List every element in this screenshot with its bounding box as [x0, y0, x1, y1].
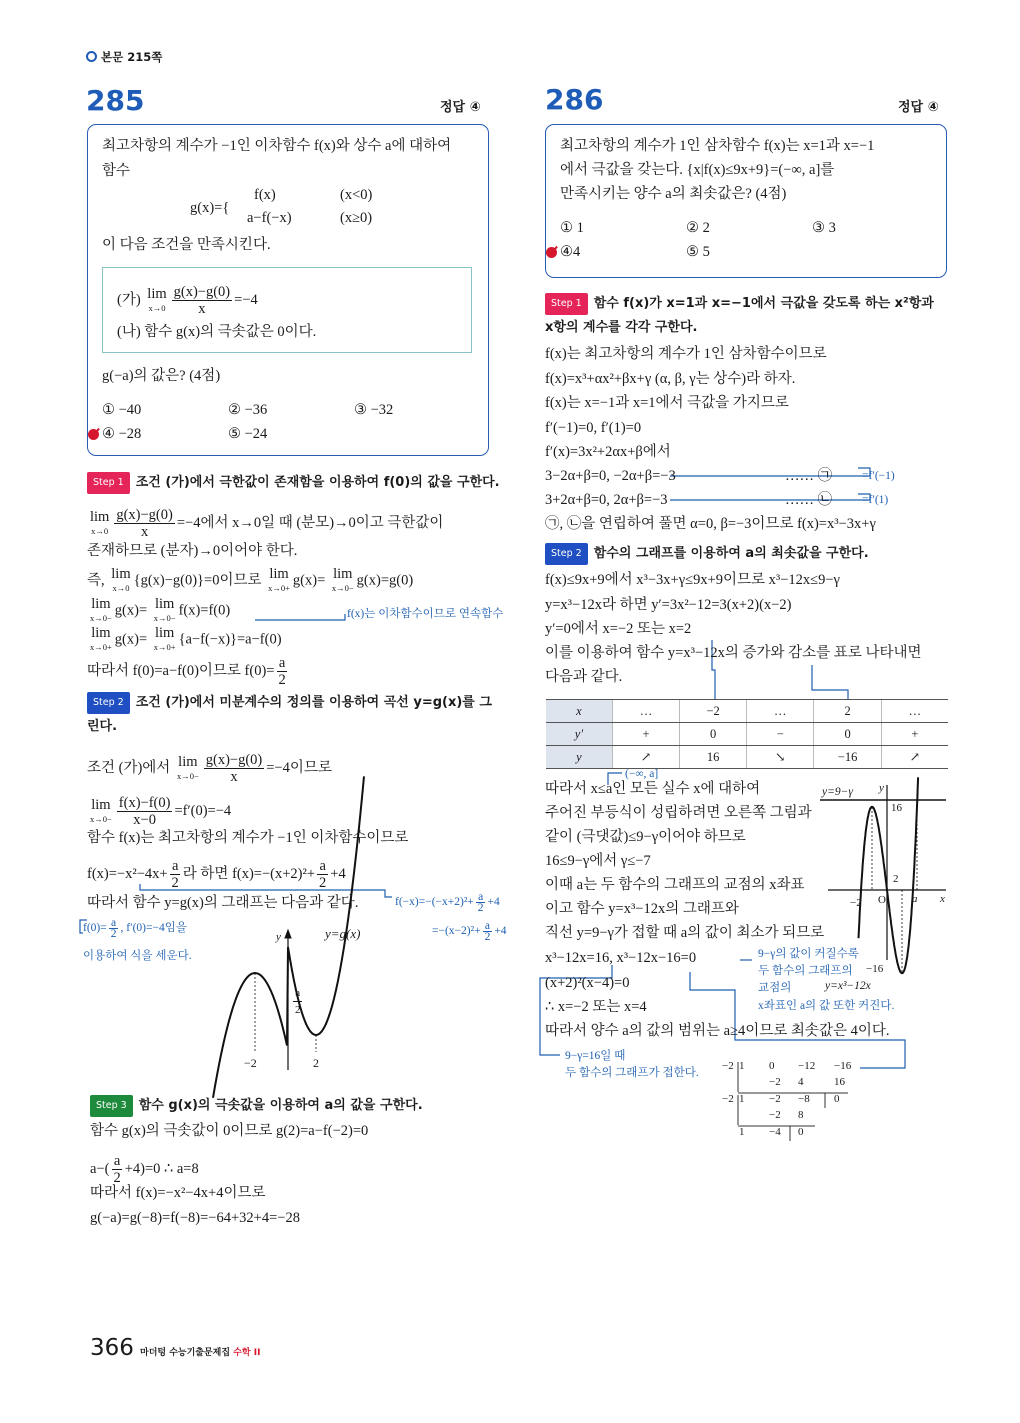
table-cell: … [747, 700, 814, 723]
stem-line [560, 184, 786, 204]
lim-word: lim [178, 753, 198, 770]
math-text: (x<0) [340, 187, 373, 203]
table-cell: + [881, 723, 948, 746]
annotation-interval: (−∞, a] [625, 768, 659, 780]
choice-5[interactable]: ⑤ 5 [686, 244, 710, 260]
step2-heading [545, 543, 869, 565]
denominator: 2 [113, 1170, 121, 1186]
math-text: +4 [330, 865, 346, 882]
math-text: f(x)는 x=−1과 x=1에서 극값을 가지므로 [545, 395, 789, 411]
math-text: y′=0에서 x=−2 또는 x=2 [545, 621, 692, 637]
lim-subscript: x→0− [153, 613, 176, 623]
math-text: 같이 (극댓값)≤9−γ이어야 하므로 [545, 829, 746, 845]
denominator: 2 [477, 902, 484, 914]
math-text: 3−2α+β=0, −2α+β=−3 [545, 468, 676, 484]
numerator: g(x)−g(0) [173, 284, 231, 300]
lim-subscript: x→0 [148, 302, 166, 313]
table-cell: − [747, 723, 814, 746]
denominator: 2 [319, 875, 327, 891]
y-axis-arrow [285, 930, 291, 938]
annotation-a-grows: 교점의 [758, 982, 792, 994]
annotation-tangent: 9−γ=16일 때 [565, 1050, 626, 1062]
table-row [546, 723, 948, 746]
solution-line [545, 442, 671, 462]
synthetic-division-entry: −8 [798, 1093, 810, 1105]
math-text: 따라서 f(0)=a−f(0)이므로 f(0)= [87, 662, 275, 679]
math-text: g(x)= [114, 631, 151, 648]
math-text: (나) 함수 g(x)의 극솟값은 0이다. [117, 324, 317, 340]
min-label: −16 [866, 963, 884, 975]
choice-2[interactable]: ② 2 [686, 220, 710, 236]
step-title: 함수의 그래프를 이용하여 a의 최솟값을 구한다. [593, 546, 869, 561]
solution-line [545, 851, 651, 871]
lim-subscript: x→0+ [90, 642, 112, 652]
answer-285: 정답 ④ [440, 100, 481, 115]
stem-line [560, 136, 874, 156]
math-text: 라 하면 f(x)=−(x+2)²+ [182, 865, 316, 882]
math-text: f(x)는 최고차항의 계수가 1인 삼차함수이므로 [545, 346, 827, 362]
lim-subscript: x→0− [331, 583, 354, 593]
solution-line [545, 997, 647, 1017]
denominator: x−0 [133, 812, 156, 828]
math-text: 따라서 x≤a인 모든 실수 x에 대하여 [545, 781, 761, 797]
synthetic-division-entry: 0 [769, 1060, 775, 1072]
footer-book [140, 1345, 260, 1358]
check-icon [546, 247, 557, 258]
math-text: 이고 함수 y=x³−12x의 그래프와 [545, 901, 739, 917]
synthetic-division-entry: 0 [834, 1093, 840, 1105]
math-text: =−4 [234, 291, 258, 308]
math-text: 에서 극값을 갖는다. {x|f(x)≤9x+9}=(−∞, a]를 [560, 162, 835, 178]
choice-4-text: −28 [118, 426, 142, 442]
math-text: 다음과 같다. [545, 669, 623, 685]
numerator: a [113, 1153, 121, 1169]
lim-word: lim [147, 285, 167, 302]
step-badge: Step 1 [87, 472, 130, 494]
fraction [293, 985, 303, 1018]
synthetic-division-entry: 1 [739, 1093, 745, 1105]
numerator: a [278, 655, 286, 671]
lim-word: lim [154, 596, 175, 612]
table-cell: ↗ [881, 746, 948, 769]
numerator: a [111, 917, 117, 929]
tick-label: 2 [313, 1056, 319, 1070]
solution-line [545, 490, 668, 510]
y-axis-label: y [276, 931, 281, 943]
synthetic-division-entry: −2 [769, 1076, 781, 1088]
denominator: x [198, 301, 206, 317]
math-text: 이때 a는 두 함수의 그래프의 교점의 x좌표 [545, 877, 805, 893]
lim-subscript: x→0− [90, 613, 112, 623]
increase-decrease-table [546, 699, 948, 769]
math-text: g(x)= [114, 602, 151, 619]
tick-label: a [912, 893, 918, 905]
solution-line [545, 1021, 889, 1041]
annotation-tangent: 두 함수의 그래프가 접한다. [565, 1067, 699, 1079]
denominator: 2 [484, 931, 491, 943]
math-text: 따라서 양수 a의 값의 범위는 a≥4이므로 최솟값은 4이다. [545, 1023, 890, 1039]
solution-line [545, 899, 739, 919]
solution-line [545, 393, 789, 413]
synthetic-division-entry: −2 [722, 1060, 734, 1072]
solution-line [90, 1121, 368, 1141]
max-label: 16 [891, 802, 902, 814]
math-text: 따라서 함수 y=g(x)의 그래프는 다음과 같다. [87, 895, 359, 911]
step1-heading [545, 293, 934, 315]
math-text: 이용하여 식을 세운다. [83, 950, 192, 962]
math-text: y=x³−12x라 하면 y′=3x²−12=3(x+2)(x−2) [545, 597, 792, 613]
table-cell: 16 [680, 746, 747, 769]
choice-1[interactable]: ① −40 [102, 402, 142, 418]
step-badge: Step 2 [545, 543, 588, 565]
lim-word: lim [269, 566, 289, 582]
lim-subscript: x→0− [90, 813, 112, 824]
numerator: a [478, 891, 484, 903]
tick-label: 2 [893, 873, 899, 885]
row-header: x [546, 700, 612, 723]
solution-line [545, 369, 795, 389]
lim-subscript: x→0+ [268, 583, 290, 593]
step3-heading [90, 1095, 423, 1117]
denominator: x [230, 769, 238, 785]
math-text: =−4에서 x→0일 때 (분모)→0이고 극한값이 [176, 514, 444, 531]
solution-line [545, 643, 921, 663]
table-cell: −16 [814, 746, 882, 769]
math-text: =−(x−2)²+ [432, 925, 481, 938]
math-text: 이 다음 조건을 만족시킨다. [102, 237, 271, 253]
problem-number-285: 285 [86, 84, 145, 117]
math-text: a−f(−x) [247, 210, 292, 226]
solution-line [545, 418, 641, 438]
math-text: {a−f(−x)}=a−f(0) [178, 631, 282, 648]
source-ref-text: 본문 215쪽 [101, 50, 163, 64]
math-text: +4 [494, 925, 507, 938]
math-text: 직선 y=9−γ가 접할 때 a의 값이 최소가 되므로 [545, 925, 825, 941]
numerator: a [293, 985, 302, 1002]
step-badge: Step 3 [90, 1095, 133, 1117]
solution-line [90, 1153, 199, 1186]
cubic-graph [820, 777, 946, 973]
numerator: g(x)−g(0) [205, 752, 263, 768]
solution-line [545, 827, 746, 847]
math-text: 함수 g(x)의 극솟값이 0이므로 g(2)=a−f(−2)=0 [90, 1123, 369, 1139]
denominator: x [140, 524, 149, 540]
solution-line [545, 948, 696, 968]
math-text: 16≤9−γ에서 γ≤−7 [545, 853, 651, 869]
problem-number-286: 286 [545, 83, 604, 116]
denominator: 2 [110, 928, 117, 940]
synthetic-division-entry: 1 [739, 1060, 745, 1072]
choice-3[interactable]: ③ 3 [812, 220, 836, 236]
numerator: a [484, 920, 490, 932]
math-text: f(0)= [83, 922, 107, 935]
math-text: g(−a)=g(−8)=f(−8)=−64+32+4=−28 [90, 1210, 300, 1226]
page-number: 366 [90, 1335, 134, 1361]
math-text: 존재하므로 (분자)→0이어야 한다. [87, 543, 298, 559]
math-text: f(x)는 이차함수이므로 연속함수 [347, 608, 504, 620]
solution-line [545, 923, 824, 943]
table-cell: −2 [680, 700, 747, 723]
denominator: 2 [171, 875, 179, 891]
math-text: +4)=0 ∴ a=8 [124, 1160, 199, 1177]
math-text: , f′(0)=−4임을 [120, 922, 187, 935]
step-title-cont: x항의 계수를 각각 구한다. [545, 320, 698, 335]
annotation-a-grows: 9−γ의 값이 커질수록 [758, 948, 859, 960]
choice-1[interactable]: ① 1 [560, 220, 584, 236]
book-title: 마더텅 수능기출문제집 [140, 1348, 231, 1358]
annotation: =f′(−1) [862, 470, 895, 482]
solution-line [545, 779, 760, 799]
synthetic-division-entry: 16 [834, 1076, 845, 1088]
math-text: +4 [487, 896, 500, 909]
denominator: 2 [278, 672, 286, 688]
math-text: f(x)≤9x+9에서 x³−3x+γ≤9x+9이므로 x³−12x≤9−γ [545, 572, 840, 588]
solution-line [545, 570, 840, 590]
synthetic-division-entry: 0 [798, 1126, 804, 1138]
annotation-a-grows: x좌표인 a의 값 또한 커진다. [758, 1000, 895, 1012]
row-header: y′ [546, 723, 612, 746]
solution-line [545, 619, 691, 639]
math-text: (x≥0) [340, 210, 373, 226]
math-text: g(x)=g(0) [356, 572, 414, 589]
synthetic-division-entry: 8 [798, 1109, 804, 1121]
lim-subscript: x→0+ [153, 642, 176, 652]
answer-286: 정답 ④ [898, 100, 939, 115]
fraction [111, 1153, 122, 1186]
subject-label: 수학 II [233, 1348, 261, 1358]
lim-subscript: x→0− [176, 770, 199, 781]
math-text: 따라서 f(x)=−x²−4x+4이므로 [90, 1185, 266, 1201]
curve-label: y=g(x) [325, 926, 361, 941]
tick-label: −2 [244, 1056, 257, 1070]
solution-line [545, 973, 629, 993]
solution-line [545, 344, 827, 364]
synthetic-division-lines [738, 1062, 848, 1141]
math-text: f(−x)=−(−x+2)²+ [395, 896, 474, 909]
lim-word: lim [333, 566, 353, 582]
tick-label: −2 [850, 897, 862, 909]
math-text: 3+2α+β=0, 2α+β=−3 [545, 492, 668, 508]
equation-mark: …… ㉠ [785, 468, 833, 484]
math-text: 함수 [102, 163, 131, 179]
table-cell: … [881, 700, 948, 723]
equation-mark: …… ㉡ [785, 492, 833, 508]
solution-line [545, 514, 876, 534]
table-cell: 2 [814, 700, 882, 723]
curve-label: y=x³−12x [825, 980, 871, 992]
x-axis-label: x [940, 893, 945, 905]
solution-line [90, 1183, 265, 1203]
math-text: f(x) [254, 187, 276, 203]
math-text: f′(−1)=0, f′(1)=0 [545, 420, 642, 436]
table-cell: ↘ [747, 746, 814, 769]
question: g(−a)의 값은? (4점) [102, 368, 221, 384]
math-text: 만족시키는 양수 a의 최솟값은? (4점) [560, 186, 787, 202]
origin-label: O [878, 894, 886, 906]
math-text: x³−12x=16, x³−12x−16=0 [545, 950, 697, 966]
math-text: 조건 (가)에서 [87, 759, 174, 776]
choice-4-mark: ④ [102, 426, 115, 442]
synthetic-division-entry: 4 [798, 1076, 804, 1088]
math-text: ∴ x=−2 또는 x=4 [545, 999, 647, 1015]
choice-3[interactable]: ③ −32 [354, 402, 394, 418]
step-title: 함수 g(x)의 극솟값을 이용하여 a의 값을 구한다. [138, 1098, 423, 1113]
math-text: g(x)= [292, 572, 329, 589]
table-cell: + [612, 723, 679, 746]
math-text: f′(x)=3x²+2αx+β에서 [545, 444, 671, 460]
math-text: f(x)=−x²−4x+ [87, 865, 168, 882]
math-text: ㉠, ㉡을 연립하여 풀면 α=0, β=−3이므로 f(x)=x³−3x+γ [545, 516, 876, 532]
table-cell: 0 [680, 723, 747, 746]
step-title-cont: 린다. [87, 719, 118, 734]
math-text: 즉, [87, 572, 109, 589]
choice-2[interactable]: ② −36 [228, 402, 268, 418]
math-text: =f′(0)=−4 [174, 802, 232, 819]
math-text: 이를 이용하여 함수 y=x³−12x의 증가와 감소를 표로 나타내면 [545, 645, 922, 661]
table-row [546, 746, 948, 769]
math-text: 최고차항의 계수가 −1인 이차함수 f(x)와 상수 a에 대하여 [102, 138, 452, 154]
lim-word: lim [91, 596, 111, 612]
lim-word: lim [91, 796, 111, 813]
synthetic-division-entry: −12 [798, 1060, 816, 1072]
math-text: f(x)=f(0) [178, 602, 231, 619]
lim-word: lim [111, 566, 131, 582]
step-title: 함수 f(x)가 x=1과 x=−1에서 극값을 갖도록 하는 x²항과 [593, 296, 934, 311]
table-cell: … [612, 700, 679, 723]
choice-4-text: 4 [573, 244, 581, 260]
choice-4-mark: ④ [560, 244, 573, 260]
math-text: {g(x)−g(0)}=0이므로 [133, 572, 266, 589]
solution-line [545, 667, 622, 687]
lim-word: lim [91, 625, 111, 641]
step-title: 조건 (가)에서 미분계수의 정의를 이용하여 곡선 y=g(x)를 그 [135, 695, 492, 710]
math-text: (x+2)²(x−4)=0 [545, 975, 630, 991]
table-cell: ↗ [612, 746, 679, 769]
math-text: 주어진 부등식이 성립하려면 오른쪽 그림과 [545, 805, 812, 821]
numerator: a [171, 858, 179, 874]
solution-line [90, 1208, 300, 1228]
lim-subscript: x→0 [112, 583, 130, 593]
numerator: a [319, 858, 326, 874]
denominator: 2 [295, 1004, 301, 1016]
math-text: =−4이므로 [266, 759, 332, 776]
synthetic-division-entry: 1 [739, 1126, 745, 1138]
numerator: f(x)−f(0) [118, 795, 171, 811]
choice-5[interactable]: ⑤ −24 [228, 426, 268, 442]
row-header: y [546, 746, 612, 769]
step-badge: Step 1 [545, 293, 588, 315]
math-text: 함수 f(x)는 최고차항의 계수가 −1인 이차함수이므로 [87, 830, 409, 846]
lim-subscript: x→0 [91, 525, 109, 536]
math-text: g(x)={ [190, 200, 230, 216]
y-axis-label: y [879, 782, 884, 794]
math-text: a−( [90, 1160, 110, 1177]
step-title: 조건 (가)에서 극한값이 존재함을 이용하여 f(0)의 값을 구한다. [135, 475, 500, 490]
math-text: f(x)=x³+αx²+βx+γ (α, β, γ는 상수)라 하자. [545, 371, 796, 387]
line-label: y=9−γ [822, 786, 853, 798]
numerator: g(x)−g(0) [116, 507, 173, 523]
solution-line [545, 875, 805, 895]
step-badge: Step 2 [87, 692, 130, 714]
synthetic-division-entry: −2 [722, 1093, 734, 1105]
solution-line [545, 595, 791, 615]
stem-line [560, 160, 834, 180]
synthetic-division-entry: −16 [834, 1060, 852, 1072]
math-text: 최고차항의 계수가 1인 삼차함수 f(x)는 x=1과 x=−1 [560, 138, 875, 154]
annotation: =f′(1) [862, 494, 889, 506]
table-cell: 0 [814, 723, 882, 746]
synthetic-division-entry: −2 [769, 1093, 781, 1105]
lim-word: lim [154, 625, 175, 641]
cubic-curve [859, 777, 919, 973]
math-text: (가) [117, 291, 145, 308]
synthetic-division-entry: −4 [769, 1126, 781, 1138]
intercept-label [291, 985, 305, 1018]
solution-line [545, 466, 676, 486]
synthetic-division-entry: −2 [769, 1109, 781, 1121]
annotation-a-grows: 두 함수의 그래프의 [758, 965, 853, 977]
table-row [546, 700, 948, 723]
solution-line [545, 803, 812, 823]
choice-4[interactable] [560, 242, 580, 262]
lim-word: lim [90, 508, 110, 525]
